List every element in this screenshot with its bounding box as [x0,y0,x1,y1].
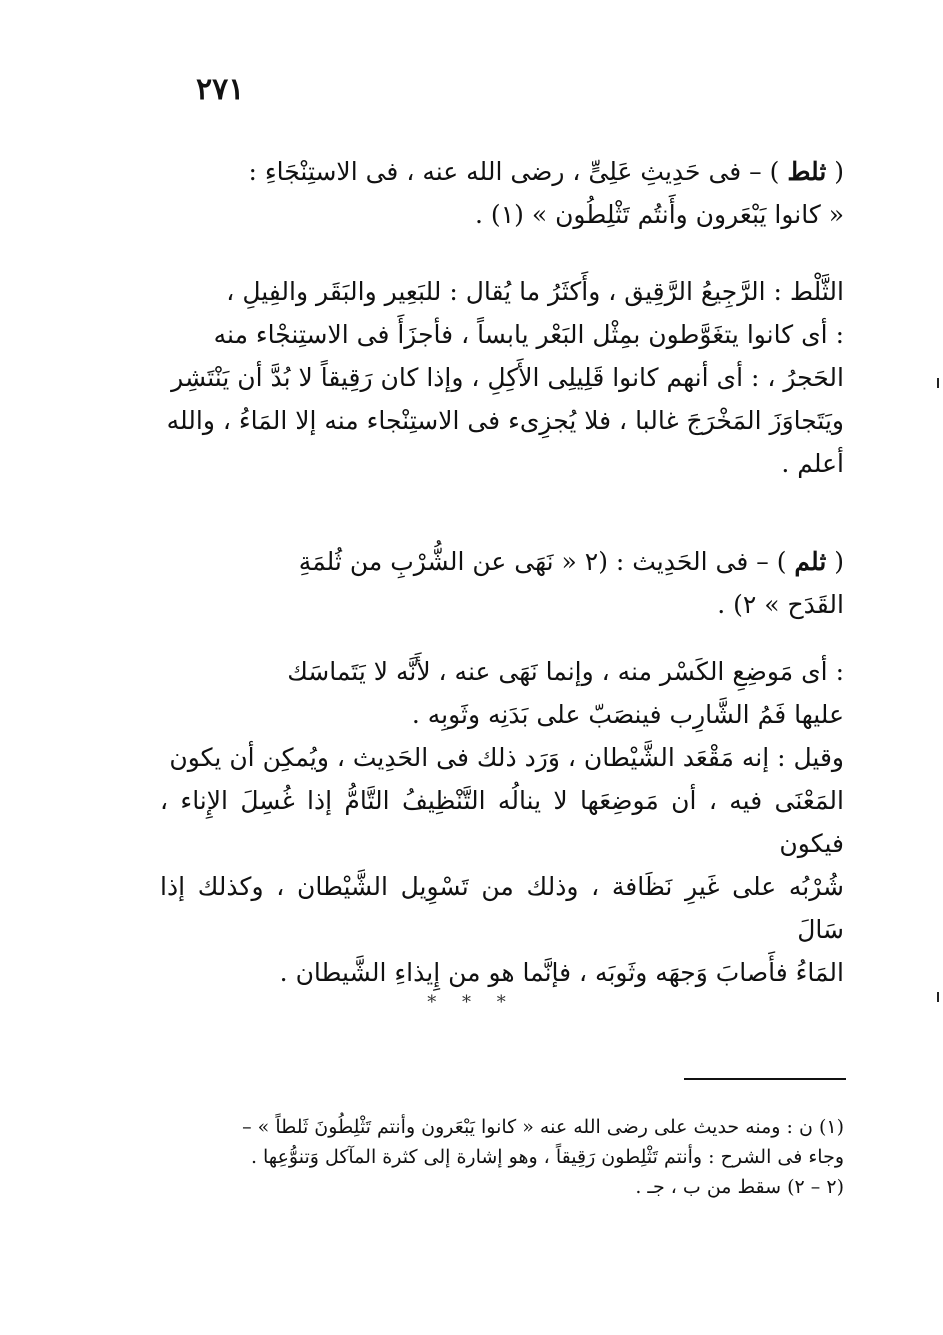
headword: ثلط [787,157,827,186]
entry-line: ( ثلط ) – فى حَدِيثِ عَلِىٍّ ، رضى الله عنه ، فى الاستِنْجَاءِ : [248,157,844,186]
section-separator: * * * [427,992,516,1013]
footnote-line: (٢ – ٢) سقط من ب ، جـ . [635,1176,844,1198]
scan-edge-mark [937,992,939,1002]
text-line: ويَتَجاوَزَ المَخْرَجَ غالبا ، فلا يُجزِىء فى الاستِنْجاء منه إلا المَاءُ ، والله [166,406,844,435]
text-line: الحَجرُ ، : أى أنهم كانوا قَلِيلِى الأَكِلِ ، وإذا كان رَقِيقاً لا بُدَّ أن يَنْتَشِر [171,363,844,392]
entry-line: « كانوا يَبْعَرون وأَنتُم تَثْلِطُون » (١) . [475,200,844,229]
entry-text: ) – فى حَدِيثِ عَلِىٍّ ، رضى الله عنه ، فى الاستِنْجَاءِ : [248,157,788,186]
text-line: : أى كانوا يتغَوَّطون بمِثْل البَعْر يابساً ، فأجزَأَ فى الاستِنجْاء منه [213,320,844,349]
headword: ثلم [794,547,827,576]
entry-line: ( ثلم ) – فى الحَدِيث : (٢ « نَهَى عن الشُّرْبِ من ثُلمَةِ [298,547,844,576]
text-line: المَعْنَى فيه ، أن مَوضِعَها لا ينالُه التَّنْظِيفُ التَّامُّ إذا غُسِلَ الإِناء ، فيكون [160,786,844,858]
footnote-divider [684,1078,846,1080]
text-line: المَاءُ فأَصابَ وَجهَه وثَوبَه ، فإنَّما هو من إِيذاءِ الشَّيطان . [279,958,844,987]
text-line: الثَّلْط : الرَّجِيعُ الرَّقِيق ، وأَكثَرُ ما يُقال : للبَعِير والبَقَر والفِيلِ ، [226,277,844,306]
page-number: ٢٧١ [196,72,245,107]
entry-text: ) – فى الحَدِيث : (٢ « نَهَى عن الشُّرْبِ من ثُلمَةِ [298,547,795,576]
footnote-line: وجاء فى الشرح : وأنتم تَثْلِطون رَقِيقاً ، وهو إشارة إلى كثرة المآكل وَتنوُّعِها . [250,1146,844,1168]
text-line: أعلم . [781,449,844,478]
entry-thalt [160,150,844,236]
entry-thalm [160,540,844,626]
entry-line: القَدَح » ٢) . [717,590,844,619]
text-line: وقيل : إنه مَقْعَد الشَّيْطان ، وَرَد ذلك فى الحَدِيث ، ويُمكِن أن يكون [169,743,844,772]
footnotes [160,1112,844,1202]
footnote-line: (١) ن : ومنه حديث على رضى الله عنه « كانوا يَبْعَرون وأنتم تَثْلِطُونَ ثَلطاً » – [242,1116,844,1138]
text-line: عليها فَمُ الشَّارِب فينصَبّ على بَدَنِه وثَوبِه . [411,700,844,729]
text-line: شُرْبُه على غَيرِ نَظَافة ، وذلك من تَسْوِيل الشَّيْطان ، وكذلك إذا سَالَ [160,872,844,944]
scan-edge-mark [937,378,939,388]
text-line: : أى مَوضِعِ الكَسْر منه ، وإنما نَهَى عنه ، لأَنَّه لا يَتَماسَك [287,657,844,686]
explanation-thalt [160,270,844,485]
explanation-thalm [160,650,844,994]
